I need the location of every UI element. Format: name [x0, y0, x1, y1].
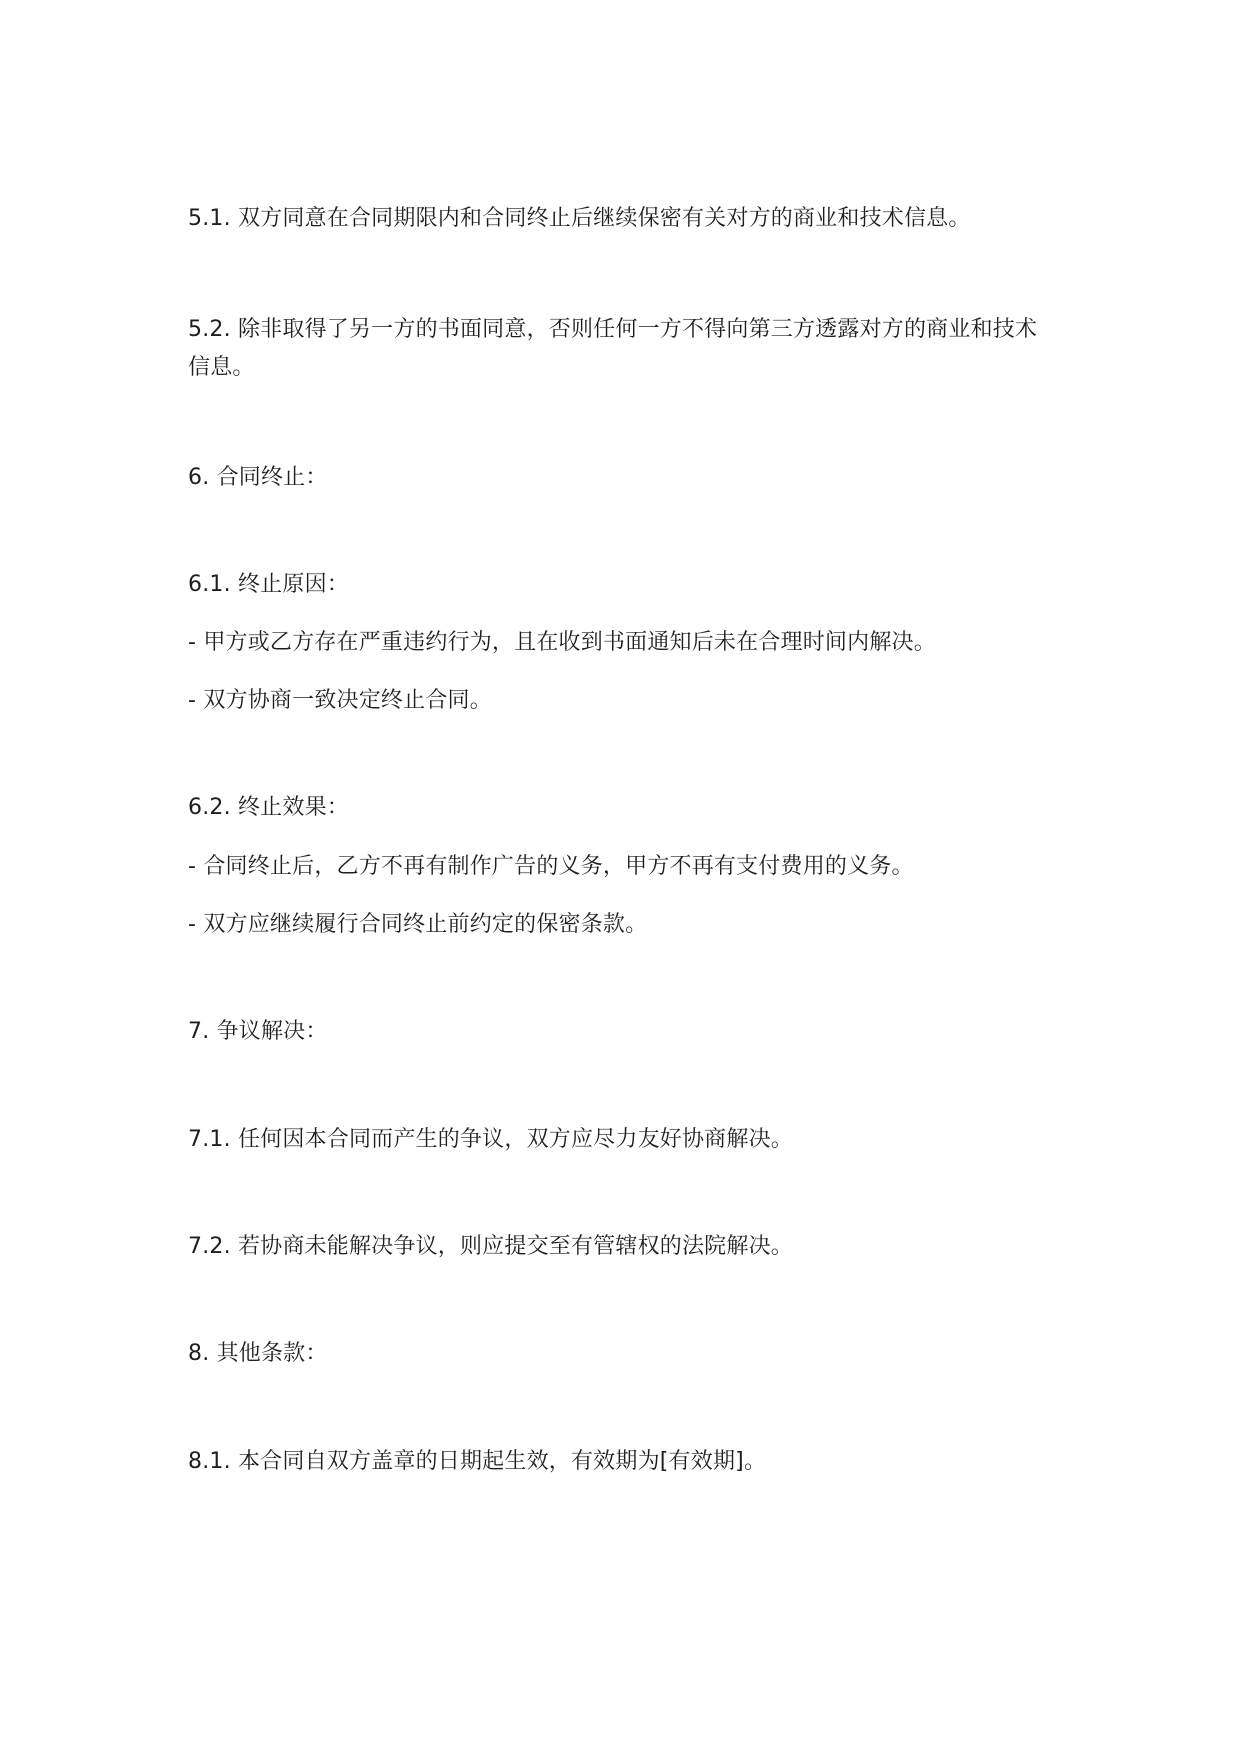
- clause-6-2: 6.2. 终止效果：: [188, 795, 349, 820]
- clause-7-2: 7.2. 若协商未能解决争议，则应提交至有管辖权的法院解决。: [188, 1234, 793, 1259]
- clause-6-2-item-1: - 合同终止后，乙方不再有制作广告的义务，甲方不再有支付费用的义务。: [188, 854, 914, 879]
- clause-6-2-item-2: - 双方应继续履行合同终止前约定的保密条款。: [188, 912, 648, 937]
- clause-6-1-item-1: - 甲方或乙方存在严重违约行为，且在收到书面通知后未在合理时间内解决。: [188, 630, 936, 655]
- section-6-heading: 6. 合同终止：: [188, 465, 328, 490]
- clause-6-1-item-2: - 双方协商一致决定终止合同。: [188, 688, 492, 713]
- section-8-heading: 8. 其他条款：: [188, 1341, 328, 1366]
- clause-6-1: 6.1. 终止原因：: [188, 572, 349, 597]
- section-7-heading: 7. 争议解决：: [188, 1019, 328, 1044]
- clause-5-1: 5.1. 双方同意在合同期限内和合同终止后继续保密有关对方的商业和技术信息。: [188, 206, 971, 231]
- clause-8-1: 8.1. 本合同自双方盖章的日期起生效，有效期为[有效期]。: [188, 1449, 767, 1474]
- clause-7-1: 7.1. 任何因本合同而产生的争议，双方应尽力友好协商解决。: [188, 1127, 793, 1152]
- clause-5-2: 5.2. 除非取得了另一方的书面同意，否则任何一方不得向第三方透露对方的商业和技术信息。: [188, 317, 1038, 380]
